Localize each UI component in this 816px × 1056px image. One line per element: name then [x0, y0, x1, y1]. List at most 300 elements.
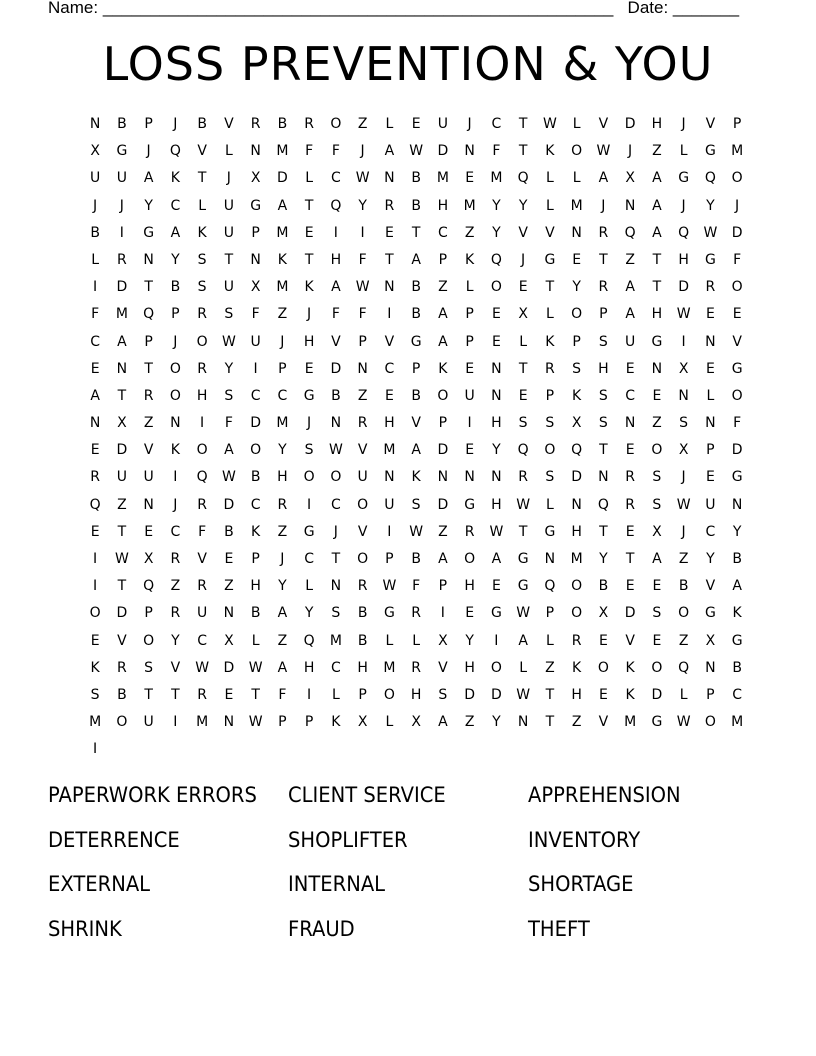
- grid-letter[interactable]: G: [464, 496, 476, 513]
- grid-letter[interactable]: R: [464, 523, 475, 540]
- grid-letter[interactable]: M: [329, 632, 343, 649]
- grid-letter[interactable]: T: [331, 551, 341, 567]
- grid-letter[interactable]: B: [331, 387, 342, 404]
- grid-letter[interactable]: Y: [518, 197, 528, 214]
- grid-letter[interactable]: M: [276, 143, 289, 160]
- grid-letter[interactable]: L: [519, 659, 528, 676]
- grid-letter[interactable]: P: [732, 116, 742, 132]
- grid-letter[interactable]: T: [599, 251, 609, 268]
- grid-letter[interactable]: W: [516, 686, 531, 703]
- grid-letter[interactable]: P: [358, 686, 368, 703]
- grid-letter[interactable]: U: [143, 469, 155, 486]
- grid-letter[interactable]: O: [143, 632, 155, 649]
- grid-letter[interactable]: L: [545, 306, 555, 323]
- grid-letter[interactable]: X: [438, 632, 449, 649]
- grid-letter[interactable]: D: [678, 279, 690, 296]
- grid-letter[interactable]: A: [518, 632, 529, 649]
- grid-letter[interactable]: Z: [357, 116, 368, 132]
- grid-letter[interactable]: N: [624, 415, 636, 432]
- grid-letter[interactable]: S: [545, 415, 555, 432]
- grid-letter[interactable]: W: [221, 469, 237, 486]
- grid-letter[interactable]: Q: [517, 170, 530, 187]
- grid-letter[interactable]: N: [170, 415, 182, 432]
- grid-letter[interactable]: F: [733, 251, 742, 268]
- grid-letter[interactable]: B: [411, 279, 422, 296]
- grid-letter[interactable]: H: [571, 686, 583, 703]
- grid-letter[interactable]: E: [652, 578, 662, 595]
- grid-letter[interactable]: T: [545, 686, 555, 703]
- grid-letter[interactable]: N: [464, 143, 476, 160]
- grid-letter[interactable]: X: [117, 415, 128, 432]
- grid-letter[interactable]: Z: [170, 578, 181, 595]
- grid-letter[interactable]: A: [625, 306, 636, 323]
- grid-letter[interactable]: D: [116, 279, 128, 296]
- grid-letter[interactable]: E: [652, 632, 662, 649]
- grid-letter[interactable]: L: [572, 170, 582, 187]
- grid-letter[interactable]: Z: [438, 279, 449, 296]
- grid-letter[interactable]: M: [490, 170, 503, 187]
- grid-letter[interactable]: Q: [571, 442, 583, 459]
- grid-letter[interactable]: L: [545, 197, 555, 214]
- grid-letter[interactable]: Z: [357, 387, 368, 404]
- grid-letter[interactable]: J: [360, 143, 366, 160]
- grid-letter[interactable]: M: [436, 170, 450, 187]
- grid-letter[interactable]: O: [464, 551, 476, 567]
- grid-letter[interactable]: F: [251, 306, 261, 323]
- grid-letter[interactable]: V: [545, 224, 556, 241]
- grid-letter[interactable]: A: [652, 170, 663, 187]
- grid-letter[interactable]: H: [303, 333, 315, 350]
- grid-letter[interactable]: D: [464, 686, 476, 703]
- grid-letter[interactable]: I: [173, 714, 178, 731]
- grid-letter[interactable]: P: [385, 551, 395, 567]
- grid-letter[interactable]: F: [305, 143, 314, 160]
- grid-letter[interactable]: O: [731, 279, 744, 296]
- grid-letter[interactable]: N: [223, 605, 235, 622]
- grid-letter[interactable]: W: [409, 523, 424, 540]
- grid-letter[interactable]: J: [601, 197, 606, 214]
- grid-letter[interactable]: O: [357, 551, 369, 567]
- grid-letter[interactable]: Y: [492, 714, 502, 731]
- grid-letter[interactable]: P: [465, 333, 475, 350]
- grid-letter[interactable]: C: [304, 551, 315, 567]
- grid-letter[interactable]: A: [117, 333, 128, 350]
- grid-letter[interactable]: T: [652, 279, 662, 296]
- grid-letter[interactable]: P: [438, 415, 448, 432]
- grid-letter[interactable]: E: [304, 360, 315, 377]
- grid-letter[interactable]: J: [681, 523, 687, 540]
- grid-letter[interactable]: N: [651, 360, 663, 377]
- grid-letter[interactable]: A: [331, 279, 342, 296]
- grid-letter[interactable]: R: [197, 360, 208, 377]
- grid-letter[interactable]: E: [465, 170, 475, 187]
- grid-letter[interactable]: Y: [492, 224, 502, 241]
- grid-letter[interactable]: V: [625, 632, 636, 649]
- grid-letter[interactable]: I: [494, 632, 499, 649]
- grid-letter[interactable]: U: [116, 469, 128, 486]
- grid-letter[interactable]: G: [116, 143, 128, 160]
- grid-letter[interactable]: N: [143, 496, 155, 513]
- grid-letter[interactable]: Y: [304, 605, 314, 622]
- grid-letter[interactable]: S: [545, 469, 555, 486]
- grid-letter[interactable]: O: [704, 714, 717, 731]
- grid-letter[interactable]: E: [465, 360, 475, 377]
- grid-letter[interactable]: Q: [330, 197, 342, 214]
- grid-letter[interactable]: C: [250, 387, 262, 404]
- grid-letter[interactable]: B: [117, 116, 128, 132]
- grid-letter[interactable]: H: [464, 578, 476, 595]
- grid-letter[interactable]: G: [490, 605, 503, 622]
- grid-letter[interactable]: K: [170, 170, 181, 187]
- grid-letter[interactable]: R: [518, 469, 529, 486]
- grid-letter[interactable]: T: [224, 251, 234, 268]
- grid-letter[interactable]: I: [200, 415, 205, 432]
- grid-letter[interactable]: E: [384, 387, 395, 404]
- grid-letter[interactable]: E: [411, 116, 422, 132]
- grid-letter[interactable]: A: [625, 279, 636, 296]
- grid-letter[interactable]: T: [411, 224, 421, 241]
- grid-letter[interactable]: D: [250, 415, 262, 432]
- grid-letter[interactable]: Q: [169, 143, 182, 160]
- grid-letter[interactable]: C: [250, 496, 262, 513]
- grid-letter[interactable]: U: [197, 605, 208, 622]
- grid-letter[interactable]: W: [248, 659, 264, 676]
- grid-letter[interactable]: M: [383, 442, 396, 459]
- grid-letter[interactable]: M: [731, 143, 744, 160]
- grid-letter[interactable]: H: [410, 686, 422, 703]
- grid-letter[interactable]: S: [598, 333, 609, 350]
- grid-letter[interactable]: G: [731, 360, 744, 377]
- grid-letter[interactable]: O: [250, 442, 262, 459]
- grid-letter[interactable]: P: [278, 714, 288, 731]
- grid-letter[interactable]: I: [93, 551, 98, 567]
- grid-letter[interactable]: S: [197, 279, 208, 296]
- grid-letter[interactable]: G: [651, 333, 663, 350]
- grid-letter[interactable]: O: [196, 442, 209, 459]
- grid-letter[interactable]: Z: [464, 714, 475, 731]
- grid-letter[interactable]: E: [625, 442, 636, 459]
- grid-letter[interactable]: S: [304, 442, 315, 459]
- grid-letter[interactable]: B: [732, 551, 743, 567]
- grid-letter[interactable]: I: [173, 469, 178, 486]
- grid-letter[interactable]: O: [490, 279, 503, 296]
- grid-letter[interactable]: T: [385, 251, 395, 268]
- grid-letter[interactable]: P: [144, 333, 154, 350]
- grid-letter[interactable]: V: [357, 523, 368, 540]
- grid-letter[interactable]: Q: [490, 251, 503, 268]
- grid-letter[interactable]: V: [170, 659, 181, 676]
- grid-letter[interactable]: C: [330, 659, 342, 676]
- grid-letter[interactable]: P: [278, 360, 288, 377]
- grid-letter[interactable]: E: [491, 578, 502, 595]
- grid-letter[interactable]: D: [624, 116, 637, 132]
- grid-letter[interactable]: H: [651, 116, 663, 132]
- grid-letter[interactable]: R: [277, 496, 288, 513]
- grid-letter[interactable]: O: [651, 659, 663, 676]
- grid-letter[interactable]: O: [597, 659, 610, 676]
- grid-letter[interactable]: G: [544, 251, 556, 268]
- grid-letter[interactable]: K: [170, 442, 181, 459]
- grid-letter[interactable]: B: [250, 469, 261, 486]
- grid-letter[interactable]: T: [117, 523, 127, 540]
- grid-letter[interactable]: G: [410, 333, 423, 350]
- grid-letter[interactable]: R: [411, 659, 422, 676]
- grid-letter[interactable]: E: [90, 523, 101, 540]
- grid-letter[interactable]: L: [545, 170, 555, 187]
- grid-letter[interactable]: D: [731, 442, 744, 459]
- grid-letter[interactable]: J: [681, 469, 687, 486]
- grid-letter[interactable]: N: [731, 496, 743, 513]
- grid-letter[interactable]: J: [146, 143, 152, 160]
- grid-letter[interactable]: E: [625, 523, 636, 540]
- grid-letter[interactable]: W: [409, 143, 424, 160]
- grid-letter[interactable]: K: [732, 605, 743, 622]
- grid-letter[interactable]: D: [276, 170, 289, 187]
- grid-letter[interactable]: T: [545, 279, 555, 296]
- grid-letter[interactable]: L: [679, 686, 689, 703]
- grid-letter[interactable]: G: [383, 605, 396, 622]
- grid-letter[interactable]: L: [198, 197, 207, 214]
- grid-letter[interactable]: W: [542, 116, 558, 132]
- grid-letter[interactable]: E: [625, 360, 636, 377]
- grid-letter[interactable]: O: [330, 116, 342, 132]
- grid-letter[interactable]: Q: [143, 578, 155, 595]
- grid-letter[interactable]: T: [304, 251, 314, 268]
- grid-letter[interactable]: A: [598, 170, 609, 187]
- grid-letter[interactable]: I: [307, 496, 312, 513]
- grid-letter[interactable]: B: [411, 306, 422, 323]
- grid-letter[interactable]: E: [90, 632, 101, 649]
- grid-letter[interactable]: A: [438, 333, 449, 350]
- grid-letter[interactable]: I: [93, 279, 98, 296]
- grid-letter[interactable]: N: [705, 333, 717, 350]
- grid-letter[interactable]: N: [357, 360, 369, 377]
- grid-letter[interactable]: W: [248, 714, 264, 731]
- grid-letter[interactable]: R: [197, 578, 208, 595]
- grid-letter[interactable]: I: [681, 333, 687, 350]
- grid-letter[interactable]: V: [598, 116, 609, 132]
- grid-letter[interactable]: M: [383, 659, 396, 676]
- grid-letter[interactable]: G: [303, 523, 316, 540]
- grid-letter[interactable]: H: [437, 197, 449, 214]
- grid-letter[interactable]: G: [651, 714, 663, 731]
- grid-letter[interactable]: Y: [465, 632, 475, 649]
- grid-letter[interactable]: Y: [572, 279, 582, 296]
- grid-letter[interactable]: F: [492, 143, 501, 160]
- grid-letter[interactable]: B: [250, 605, 261, 622]
- grid-letter[interactable]: P: [706, 442, 716, 459]
- grid-letter[interactable]: M: [624, 714, 637, 731]
- grid-letter[interactable]: R: [197, 686, 208, 703]
- grid-letter[interactable]: A: [143, 170, 154, 187]
- grid-letter[interactable]: R: [117, 659, 128, 676]
- grid-letter[interactable]: E: [465, 605, 475, 622]
- grid-letter[interactable]: A: [438, 714, 449, 731]
- grid-letter[interactable]: X: [652, 523, 663, 540]
- grid-letter[interactable]: B: [357, 605, 368, 622]
- grid-letter[interactable]: S: [652, 605, 662, 622]
- grid-letter[interactable]: O: [357, 496, 369, 513]
- grid-letter[interactable]: O: [571, 605, 583, 622]
- grid-letter[interactable]: F: [733, 415, 742, 432]
- grid-letter[interactable]: X: [90, 143, 101, 160]
- grid-letter[interactable]: O: [116, 714, 128, 731]
- grid-letter[interactable]: W: [328, 442, 344, 459]
- grid-letter[interactable]: N: [491, 360, 503, 377]
- grid-letter[interactable]: U: [223, 224, 235, 241]
- grid-letter[interactable]: D: [223, 496, 235, 513]
- grid-letter[interactable]: K: [625, 686, 636, 703]
- grid-letter[interactable]: V: [705, 116, 716, 132]
- grid-letter[interactable]: P: [251, 551, 261, 567]
- grid-letter[interactable]: Q: [704, 170, 717, 187]
- grid-letter[interactable]: H: [277, 469, 289, 486]
- grid-letter[interactable]: Q: [89, 496, 102, 513]
- grid-letter[interactable]: S: [572, 360, 582, 377]
- grid-letter[interactable]: W: [221, 333, 237, 350]
- grid-letter[interactable]: U: [357, 469, 369, 486]
- grid-letter[interactable]: M: [463, 197, 477, 214]
- grid-letter[interactable]: R: [197, 306, 208, 323]
- grid-letter[interactable]: V: [117, 632, 128, 649]
- grid-letter[interactable]: X: [598, 605, 609, 622]
- grid-letter[interactable]: A: [277, 659, 288, 676]
- grid-letter[interactable]: E: [384, 224, 395, 241]
- grid-letter[interactable]: O: [571, 143, 583, 160]
- grid-letter[interactable]: T: [144, 279, 154, 296]
- grid-letter[interactable]: R: [170, 605, 181, 622]
- grid-letter[interactable]: G: [704, 143, 717, 160]
- grid-letter[interactable]: D: [330, 360, 342, 377]
- grid-letter[interactable]: U: [705, 496, 716, 513]
- grid-letter[interactable]: X: [250, 170, 261, 187]
- grid-letter[interactable]: V: [224, 116, 235, 132]
- grid-letter[interactable]: C: [437, 224, 449, 241]
- grid-letter[interactable]: H: [571, 523, 583, 540]
- grid-letter[interactable]: X: [518, 306, 529, 323]
- grid-letter[interactable]: N: [705, 659, 717, 676]
- grid-letter[interactable]: X: [224, 632, 235, 649]
- grid-letter[interactable]: S: [652, 469, 662, 486]
- grid-letter[interactable]: Z: [678, 632, 689, 649]
- grid-letter[interactable]: Q: [597, 496, 610, 513]
- grid-letter[interactable]: O: [437, 387, 449, 404]
- grid-letter[interactable]: S: [224, 387, 234, 404]
- grid-letter[interactable]: E: [572, 251, 582, 268]
- grid-letter[interactable]: Q: [624, 224, 637, 241]
- grid-letter[interactable]: V: [518, 224, 529, 241]
- grid-letter[interactable]: N: [116, 360, 128, 377]
- grid-letter[interactable]: E: [518, 279, 529, 296]
- grid-letter[interactable]: O: [731, 170, 744, 187]
- grid-letter[interactable]: Q: [517, 442, 530, 459]
- grid-letter[interactable]: S: [224, 306, 234, 323]
- grid-letter[interactable]: V: [357, 442, 368, 459]
- grid-letter[interactable]: O: [169, 387, 182, 404]
- grid-letter[interactable]: N: [330, 415, 342, 432]
- grid-letter[interactable]: E: [705, 360, 716, 377]
- grid-letter[interactable]: H: [491, 415, 503, 432]
- grid-letter[interactable]: A: [224, 442, 235, 459]
- grid-letter[interactable]: B: [598, 578, 609, 595]
- grid-letter[interactable]: U: [250, 333, 262, 350]
- grid-letter[interactable]: U: [223, 197, 235, 214]
- grid-letter[interactable]: E: [224, 686, 234, 703]
- grid-letter[interactable]: X: [678, 360, 689, 377]
- grid-letter[interactable]: K: [545, 143, 555, 160]
- grid-letter[interactable]: D: [651, 686, 663, 703]
- grid-letter[interactable]: N: [384, 170, 396, 187]
- grid-letter[interactable]: N: [705, 415, 717, 432]
- grid-letter[interactable]: A: [438, 551, 449, 567]
- grid-letter[interactable]: E: [732, 306, 743, 323]
- grid-letter[interactable]: O: [330, 469, 342, 486]
- grid-letter[interactable]: Q: [143, 306, 155, 323]
- grid-letter[interactable]: B: [90, 224, 101, 241]
- grid-letter[interactable]: F: [331, 306, 341, 323]
- grid-letter[interactable]: T: [304, 197, 314, 214]
- grid-letter[interactable]: Y: [732, 523, 742, 540]
- grid-letter[interactable]: V: [411, 415, 422, 432]
- grid-letter[interactable]: G: [704, 605, 717, 622]
- grid-letter[interactable]: O: [651, 442, 663, 459]
- grid-letter[interactable]: L: [385, 632, 394, 649]
- grid-letter[interactable]: G: [143, 224, 155, 241]
- grid-letter[interactable]: B: [277, 116, 288, 132]
- grid-letter[interactable]: R: [384, 197, 395, 214]
- grid-letter[interactable]: X: [411, 714, 422, 731]
- grid-letter[interactable]: C: [90, 333, 101, 350]
- grid-letter[interactable]: D: [223, 659, 235, 676]
- grid-letter[interactable]: L: [385, 116, 394, 132]
- grid-letter[interactable]: T: [518, 360, 528, 377]
- grid-letter[interactable]: J: [628, 143, 633, 160]
- name-line[interactable]: ______________________________________________________: [102, 0, 614, 17]
- grid-letter[interactable]: J: [307, 306, 312, 323]
- grid-letter[interactable]: J: [333, 523, 339, 540]
- grid-letter[interactable]: A: [652, 197, 663, 214]
- grid-letter[interactable]: N: [571, 496, 583, 513]
- grid-letter[interactable]: U: [625, 333, 636, 350]
- grid-letter[interactable]: J: [467, 116, 473, 132]
- grid-letter[interactable]: T: [518, 523, 528, 540]
- grid-letter[interactable]: N: [571, 224, 583, 241]
- grid-letter[interactable]: E: [705, 469, 716, 486]
- grid-letter[interactable]: G: [544, 523, 556, 540]
- grid-letter[interactable]: L: [465, 279, 475, 296]
- grid-letter[interactable]: L: [679, 143, 689, 160]
- grid-letter[interactable]: S: [598, 387, 609, 404]
- grid-letter[interactable]: P: [572, 333, 582, 350]
- grid-letter[interactable]: A: [277, 605, 288, 622]
- grid-letter[interactable]: P: [545, 387, 555, 404]
- grid-letter[interactable]: R: [411, 605, 422, 622]
- grid-letter[interactable]: C: [491, 116, 502, 132]
- grid-letter[interactable]: W: [195, 659, 210, 676]
- grid-letter[interactable]: A: [438, 306, 449, 323]
- grid-letter[interactable]: U: [143, 714, 155, 731]
- grid-letter[interactable]: F: [358, 251, 368, 268]
- grid-letter[interactable]: S: [90, 686, 101, 703]
- grid-letter[interactable]: K: [304, 279, 315, 296]
- grid-letter[interactable]: O: [383, 686, 396, 703]
- grid-letter[interactable]: L: [251, 632, 261, 649]
- grid-letter[interactable]: W: [355, 279, 371, 296]
- grid-letter[interactable]: V: [384, 333, 395, 350]
- grid-letter[interactable]: E: [598, 686, 609, 703]
- grid-letter[interactable]: P: [438, 251, 448, 268]
- grid-letter[interactable]: L: [412, 632, 421, 649]
